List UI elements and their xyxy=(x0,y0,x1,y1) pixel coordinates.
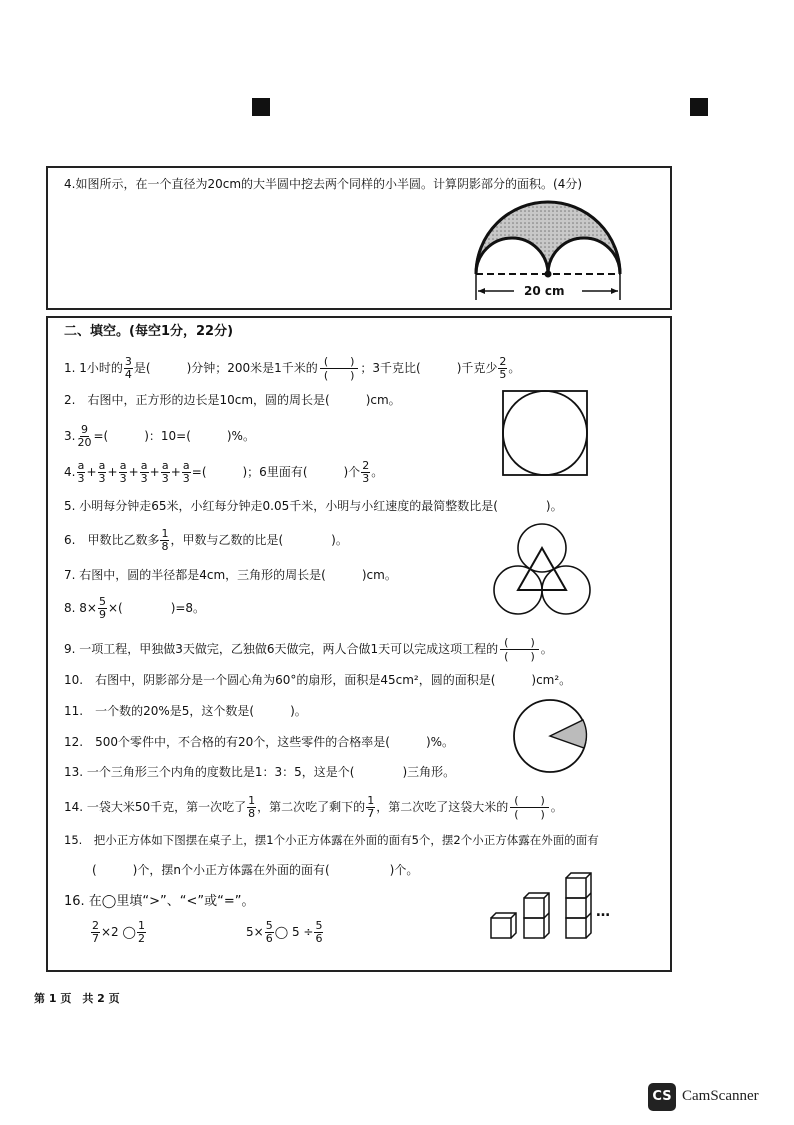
page-footer: 第 1 页 共 2 页 xyxy=(34,992,120,1005)
item-14: 14. 一袋大米50千克，第一次吃了 $\frac{1}{8}$ ，第二次吃了剩下的 $\frac{1}{7}$ ，第二次吃了这袋大米的 $\frac{( )}{( )}$ 。 xyxy=(64,794,563,821)
item-13: 13. 一个三角形三个内角的度数比是1：3：5，这是个( )三角形。 xyxy=(64,765,456,779)
square-circle-figure xyxy=(502,390,592,480)
three-circles-triangle-figure xyxy=(490,522,600,622)
item-12: 12. 500个零件中，不合格的有20个，这些零件的合格率是( )%。 xyxy=(64,735,455,749)
camscanner-logo-icon: CS xyxy=(648,1083,676,1111)
section-title: 二、填空。(每空1分，22分) xyxy=(64,324,234,339)
item-11: 11. 一个数的20%是5，这个数是( )。 xyxy=(64,704,307,718)
registration-mark-left xyxy=(252,98,270,116)
item-4: 4. $\frac{a}{3}$ + $\frac{a}{3}$ + $\frac{a}{3}$ + $\frac{a}{3}$ + $\frac{a}{3}$ + $\frac{a}{3}$ =( )；6里面有( )个 $\frac{2}{3}$ 。 xyxy=(64,459,384,485)
item-16-title: 16. 在◯里填“>”、“<”或“=”。 xyxy=(64,894,255,909)
item-16-left-compare: $\frac{2}{7}$ ×2 ◯ $\frac{1}{2}$ xyxy=(92,919,145,945)
item-6: 6. 甲数比乙数多 $\frac{1}{8}$ ，甲数与乙数的比是( )。 xyxy=(64,527,348,553)
item-8: 8. 8× $\frac{5}{9}$ ×( )=8。 xyxy=(64,595,206,621)
item-7: 7. 右图中，圆的半径都是4cm，三角形的周长是( )cm。 xyxy=(64,568,397,582)
item-15-line-1: 15. 把小正方体如下图摆在桌子上，摆1个小正方体露在外面的面有5个，摆2个小正方体露在外面的面有 xyxy=(64,833,599,847)
item-16-right-compare: 5× $\frac{5}{6}$ ◯ 5 ÷ $\frac{5}{6}$ xyxy=(246,919,323,945)
item-1: 1. 1小时的 $\frac{3}{4}$ 是( )分钟；200米是1千米的 $\frac{( )}{( )}$ ；3千克比( )千克少 $\frac{2}{5}$ 。 xyxy=(64,355,521,382)
question-4-text: 4.如图所示，在一个直径为20cm的大半圆中挖去两个同样的小半圆。计算阴影部分的面积。(4分) xyxy=(64,177,583,191)
item-3: 3. $\frac{9}{20}$ =( )：10=( )%。 xyxy=(64,423,255,449)
cubes-ellipsis: … xyxy=(596,904,610,920)
registration-mark-right xyxy=(690,98,708,116)
camscanner-text: CamScanner xyxy=(682,1088,759,1104)
item-15-line-2: ( )个，摆n个小正方体露在外面的面有( )个。 xyxy=(92,863,419,877)
semicircle-figure xyxy=(468,190,628,330)
dimension-label: 20 cm xyxy=(524,284,565,298)
item-5: 5. 小明每分钟走65米，小红每分钟走0.05千米，小明与小红速度的最简整数比是( )。 xyxy=(64,499,563,513)
sector-circle-figure xyxy=(512,698,592,778)
item-10: 10. 右图中，阴影部分是一个圆心角为60°的扇形，面积是45cm²，圆的面积是( )cm²。 xyxy=(64,673,572,687)
item-2: 2. 右图中，正方形的边长是10cm，圆的周长是( )cm。 xyxy=(64,393,401,407)
item-9: 9. 一项工程，甲独做3天做完，乙独做6天做完，两人合做1天可以完成这项工程的 $\frac{( )}{( )}$ 。 xyxy=(64,636,553,663)
